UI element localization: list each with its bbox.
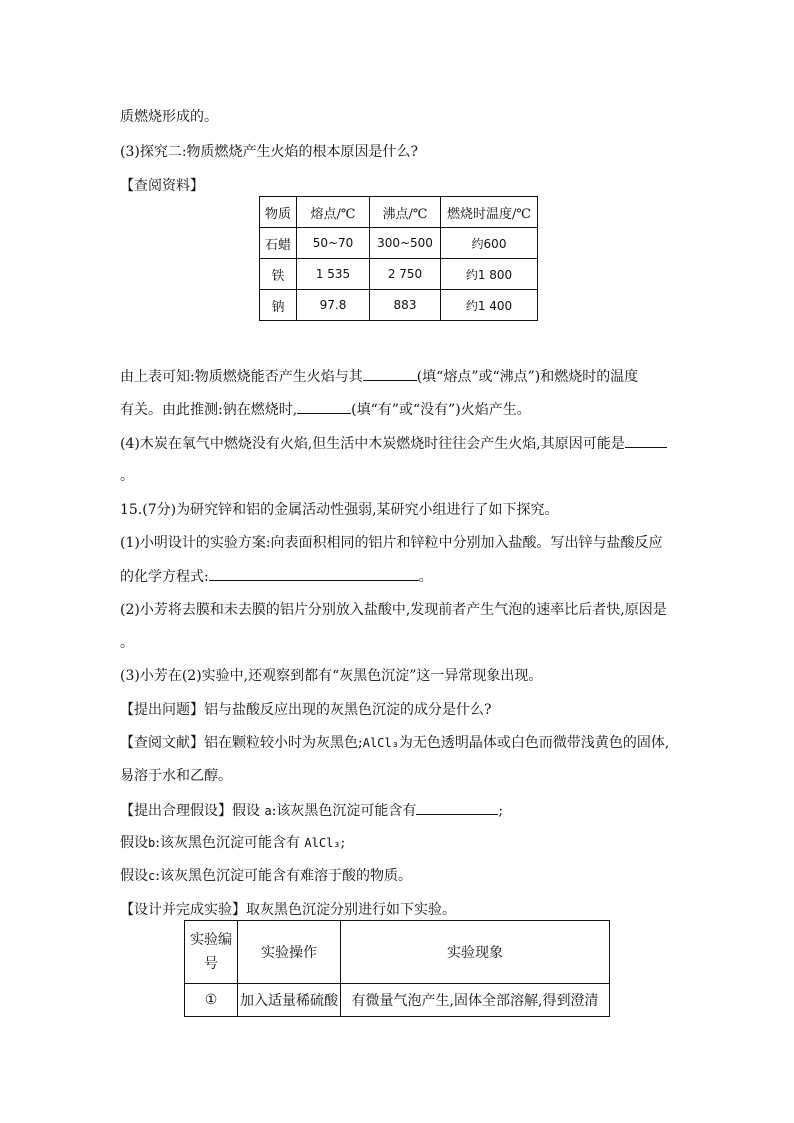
table-row <box>260 290 538 321</box>
table-header-row <box>185 921 610 984</box>
answer-blank[interactable] <box>297 399 351 414</box>
text-span: (填“熔点”或“沸点”)和燃烧时的温度 <box>416 369 639 385</box>
text-span: 有关。由此推测:钠在燃烧时, <box>120 402 298 418</box>
table-header-cell: 燃烧时温度/℃ <box>441 197 538 228</box>
table-cell: 约1 400 <box>441 290 538 321</box>
table-cell: 97.8 <box>297 290 370 321</box>
text-span: :该灰黑色沉淀可能含有 <box>155 835 300 851</box>
text-line: 【提出问题】铝与盐酸反应出现的灰黑色沉淀的成分是什么? <box>120 702 492 718</box>
formula-text: a <box>264 804 272 818</box>
table-cell: 1 535 <box>297 259 370 290</box>
text-line: 质燃烧形成的。 <box>120 109 218 125</box>
table-row <box>260 259 538 290</box>
answer-blank[interactable] <box>209 566 419 581</box>
text-span: 由上表可知:物质燃烧能否产生火焰与其 <box>120 369 363 385</box>
section-label: 【查阅资料】 <box>120 178 204 194</box>
text-line: (2)小芳将去膜和未去膜的铝片分别放入盐酸中,发现前者产生气泡的速率比后者快,原因是 <box>120 602 667 618</box>
table-header-cell: 物质 <box>260 197 297 228</box>
properties-table <box>259 196 538 321</box>
table-cell: 883 <box>370 290 441 321</box>
formula-text: b <box>148 836 156 850</box>
text-span: (填“有”或“没有”)火焰产生。 <box>351 402 531 418</box>
formula-text: c <box>148 869 156 883</box>
text-span: ; <box>340 835 346 851</box>
text-span: 假设 <box>120 835 148 851</box>
text-line: 易溶于水和乙醇。 <box>120 768 232 784</box>
text-line <box>120 833 345 853</box>
text-line <box>120 566 433 587</box>
answer-blank[interactable] <box>363 366 417 381</box>
text-span: 为无色透明晶体或白色而微带浅黄色的固体, <box>398 735 670 751</box>
table-cell: 50~70 <box>297 228 370 259</box>
answer-blank[interactable] <box>416 800 498 815</box>
text-span: :该灰黑色沉淀可能含有 <box>271 803 417 819</box>
table-cell: 300~500 <box>370 228 441 259</box>
text-line <box>120 399 531 420</box>
text-line: 。 <box>120 468 134 484</box>
text-span: ; <box>498 803 504 819</box>
question-15-title: 15.(7分)为研究锌和铝的金属活动性强弱,某研究小组进行了如下探究。 <box>120 502 559 518</box>
text-span: 。 <box>418 569 433 585</box>
text-span: 假设 <box>120 868 148 884</box>
text-line <box>120 433 667 454</box>
text-span: :该灰黑色沉淀可能含有难溶于酸的物质。 <box>155 868 412 884</box>
table-cell: 约600 <box>441 228 538 259</box>
table-cell: 铁 <box>260 259 297 290</box>
text-span: 【查阅文献】铝在颗粒较小时为灰黑色; <box>120 735 363 751</box>
experiment-table <box>184 920 610 1017</box>
answer-blank[interactable] <box>625 433 667 448</box>
text-line <box>120 866 412 886</box>
text-span: 的化学方程式: <box>120 569 209 585</box>
formula-text: AlCl₃ <box>304 836 341 850</box>
table-header-row <box>260 197 538 228</box>
text-line <box>120 733 669 753</box>
table-cell: 石蜡 <box>260 228 297 259</box>
text-line <box>120 366 638 387</box>
text-line: (1)小明设计的实验方案:向表面积相同的铝片和锌粒中分别加入盐酸。写出锌与盐酸反应 <box>120 535 663 551</box>
table-row <box>260 228 538 259</box>
table-cell: 加入适量稀硫酸 <box>238 984 341 1017</box>
table-cell: 钠 <box>260 290 297 321</box>
formula-text: AlCl₃ <box>362 736 399 750</box>
table-header-cell: 沸点/℃ <box>370 197 441 228</box>
table-row <box>185 984 610 1017</box>
table-header-cell: 实验现象 <box>341 921 610 984</box>
table-header-cell: 实验操作 <box>238 921 341 984</box>
table-cell: 有微量气泡产生,固体全部溶解,得到澄清 <box>341 984 610 1017</box>
table-cell: ① <box>185 984 238 1017</box>
text-line <box>120 800 503 821</box>
table-cell: 2 750 <box>370 259 441 290</box>
text-line: 。 <box>120 635 134 651</box>
table-cell: 约1 800 <box>441 259 538 290</box>
text-span: 【提出合理假设】假设 <box>120 803 260 819</box>
table-header-cell: 熔点/℃ <box>297 197 370 228</box>
text-span: (4)木炭在氧气中燃烧没有火焰,但生活中木炭燃烧时往往会产生火焰,其原因可能是 <box>120 436 625 452</box>
text-line: 【设计并完成实验】取灰黑色沉淀分别进行如下实验。 <box>120 902 456 918</box>
text-line: (3)小芳在(2)实验中,还观察到都有“灰黑色沉淀”这一异常现象出现。 <box>120 668 543 684</box>
question-3-title: (3)探究二:物质燃烧产生火焰的根本原因是什么? <box>120 144 419 160</box>
table-header-cell: 实验编号 <box>185 921 238 984</box>
